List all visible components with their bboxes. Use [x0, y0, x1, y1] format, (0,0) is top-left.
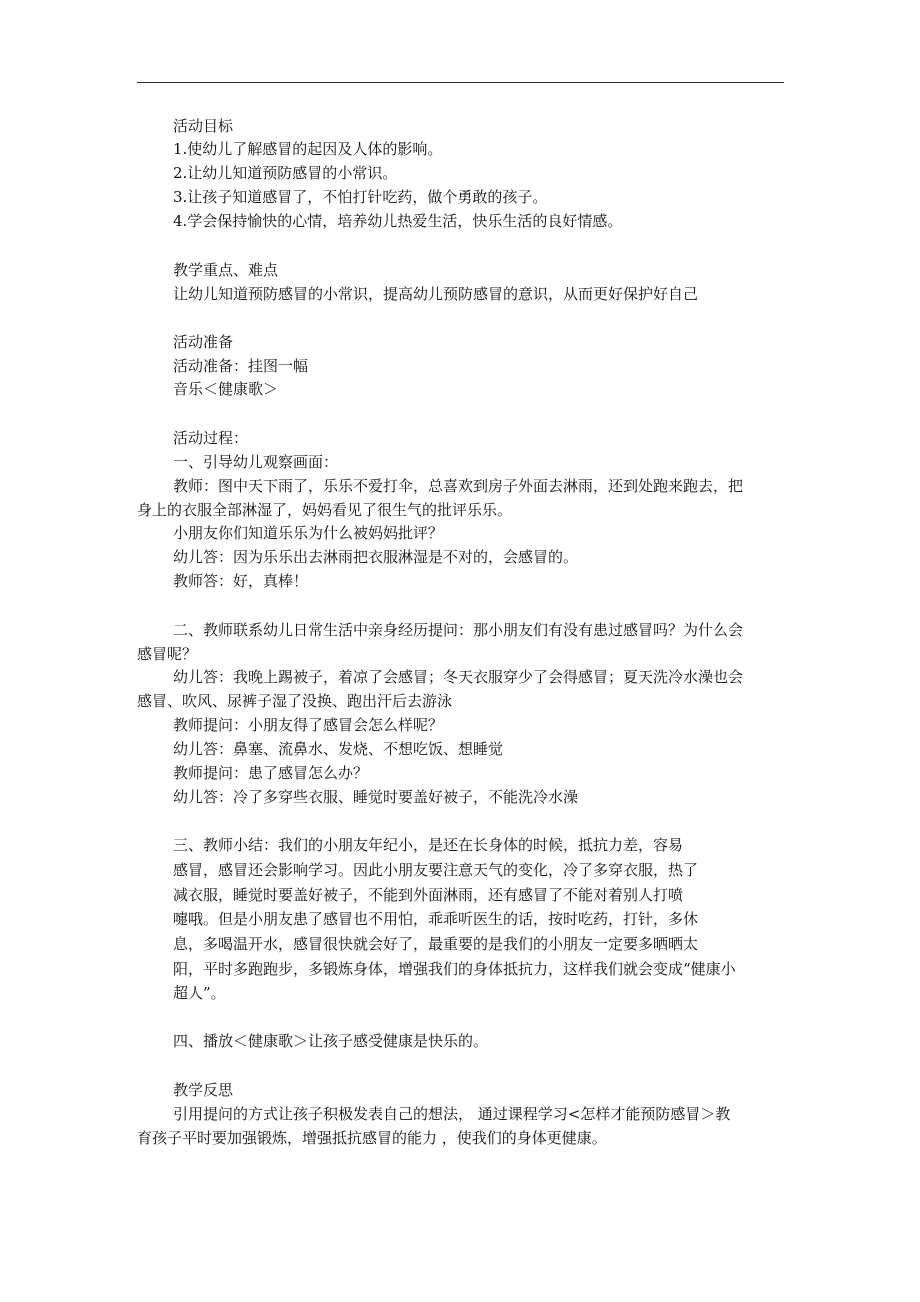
- paragraph-line: 身上的衣服全部淋湿了，妈妈看见了很生气的批评乐乐。: [137, 501, 513, 519]
- goal-item: 3.让孩子知道感冒了，不怕打针吃药，做个勇敢的孩子。: [173, 188, 548, 206]
- paragraph-line: 让幼儿知道预防感冒的小常识，提高幼儿预防感冒的意识，从而更好保护好自己: [173, 285, 699, 303]
- paragraph-line: 小朋友你们知道乐乐为什么被妈妈批评？: [173, 524, 444, 542]
- paragraph-line: 幼儿答：鼻塞、流鼻水、发烧、不想吃饭、想睡觉: [173, 740, 504, 758]
- paragraph-line: 超人”。: [173, 984, 226, 1002]
- paragraph-line: 活动准备：挂图一幅: [173, 357, 309, 375]
- paragraph-line: 幼儿答：冷了多穿些衣服、睡觉时要盖好被子，不能洗冷水澡: [173, 788, 579, 806]
- paragraph-line: 幼儿答：我晚上踢被子，着凉了会感冒；冬天衣服穿少了会得感冒；夏天洗冷水澡也会: [173, 668, 744, 686]
- paragraph-line: 四、播放＜健康歌＞让孩子感受健康是快乐的。: [173, 1032, 489, 1050]
- paragraph-line: 息，多喝温开水，感冒很快就会好了，最重要的是我们的小朋友一定要多晒晒太: [173, 935, 699, 953]
- paragraph-line: 减衣服，睡觉时要盖好被子，不能到外面淋雨，还有感冒了不能对着别人打喷: [173, 886, 684, 904]
- paragraph-line: 教师提问：患了感冒怎么办？: [173, 764, 369, 782]
- paragraph-line: 音乐＜健康歌＞: [173, 380, 279, 398]
- paragraph-line: 阳，平时多跑跑步，多锻炼身体，增强我们的身体抵抗力，这样我们就会变成“健康小: [173, 960, 736, 978]
- goal-item: 4.学会保持愉快的心情，培养幼儿热爱生活，快乐生活的良好情感。: [173, 212, 623, 230]
- paragraph-line: 教师：图中天下雨了，乐乐不爱打伞，总喜欢到房子外面去淋雨，还到处跑来跑去，把: [173, 477, 744, 495]
- paragraph-line: 二、教师联系幼儿日常生活中亲身经历提问：那小朋友们有没有患过感冒吗？为什么会: [173, 621, 744, 639]
- paragraph-line: 嚏哦。但是小朋友患了感冒也不用怕，乖乖听医生的话，按时吃药，打针，多休: [173, 910, 699, 928]
- paragraph-line: 教师答：好，真棒！: [173, 572, 309, 590]
- paragraph-line: 教师提问：小朋友得了感冒会怎么样呢？: [173, 716, 444, 734]
- section-heading-process: 活动过程：: [173, 429, 249, 447]
- section-heading-reflection: 教学反思: [173, 1081, 234, 1099]
- paragraph-line: 一、引导幼儿观察画面：: [173, 453, 339, 471]
- paragraph-line: 育孩子平时要加强锻炼，增强抵抗感冒的能力 ，使我们的身体更健康。: [137, 1129, 607, 1147]
- goal-item: 2.让幼儿知道预防感冒的小常识。: [173, 164, 398, 182]
- paragraph-line: 三、教师小结：我们的小朋友年纪小，是还在长身体的时候，抵抗力差，容易: [173, 836, 684, 854]
- paragraph-line: 感冒，感冒还会影响学习。因此小朋友要注意天气的变化，冷了多穿衣服，热了: [173, 861, 699, 879]
- paragraph-line: 幼儿答：因为乐乐出去淋雨把衣服淋湿是不对的，会感冒的。: [173, 548, 579, 566]
- section-heading-preparation: 活动准备: [173, 333, 234, 351]
- section-heading-focus: 教学重点、难点: [173, 261, 279, 279]
- paragraph-line: 感冒呢？: [137, 645, 198, 663]
- paragraph-line: 引用提问的方式让孩子积极发表自己的想法， 通过课程学习<怎样才能预防感冒＞教: [173, 1105, 731, 1123]
- section-heading-goals: 活动目标: [173, 117, 234, 135]
- goal-item: 1.使幼儿了解感冒的起因及人体的影响。: [173, 140, 443, 158]
- paragraph-line: 感冒、吹风、尿裤子湿了没换、跑出汗后去游泳: [137, 692, 453, 710]
